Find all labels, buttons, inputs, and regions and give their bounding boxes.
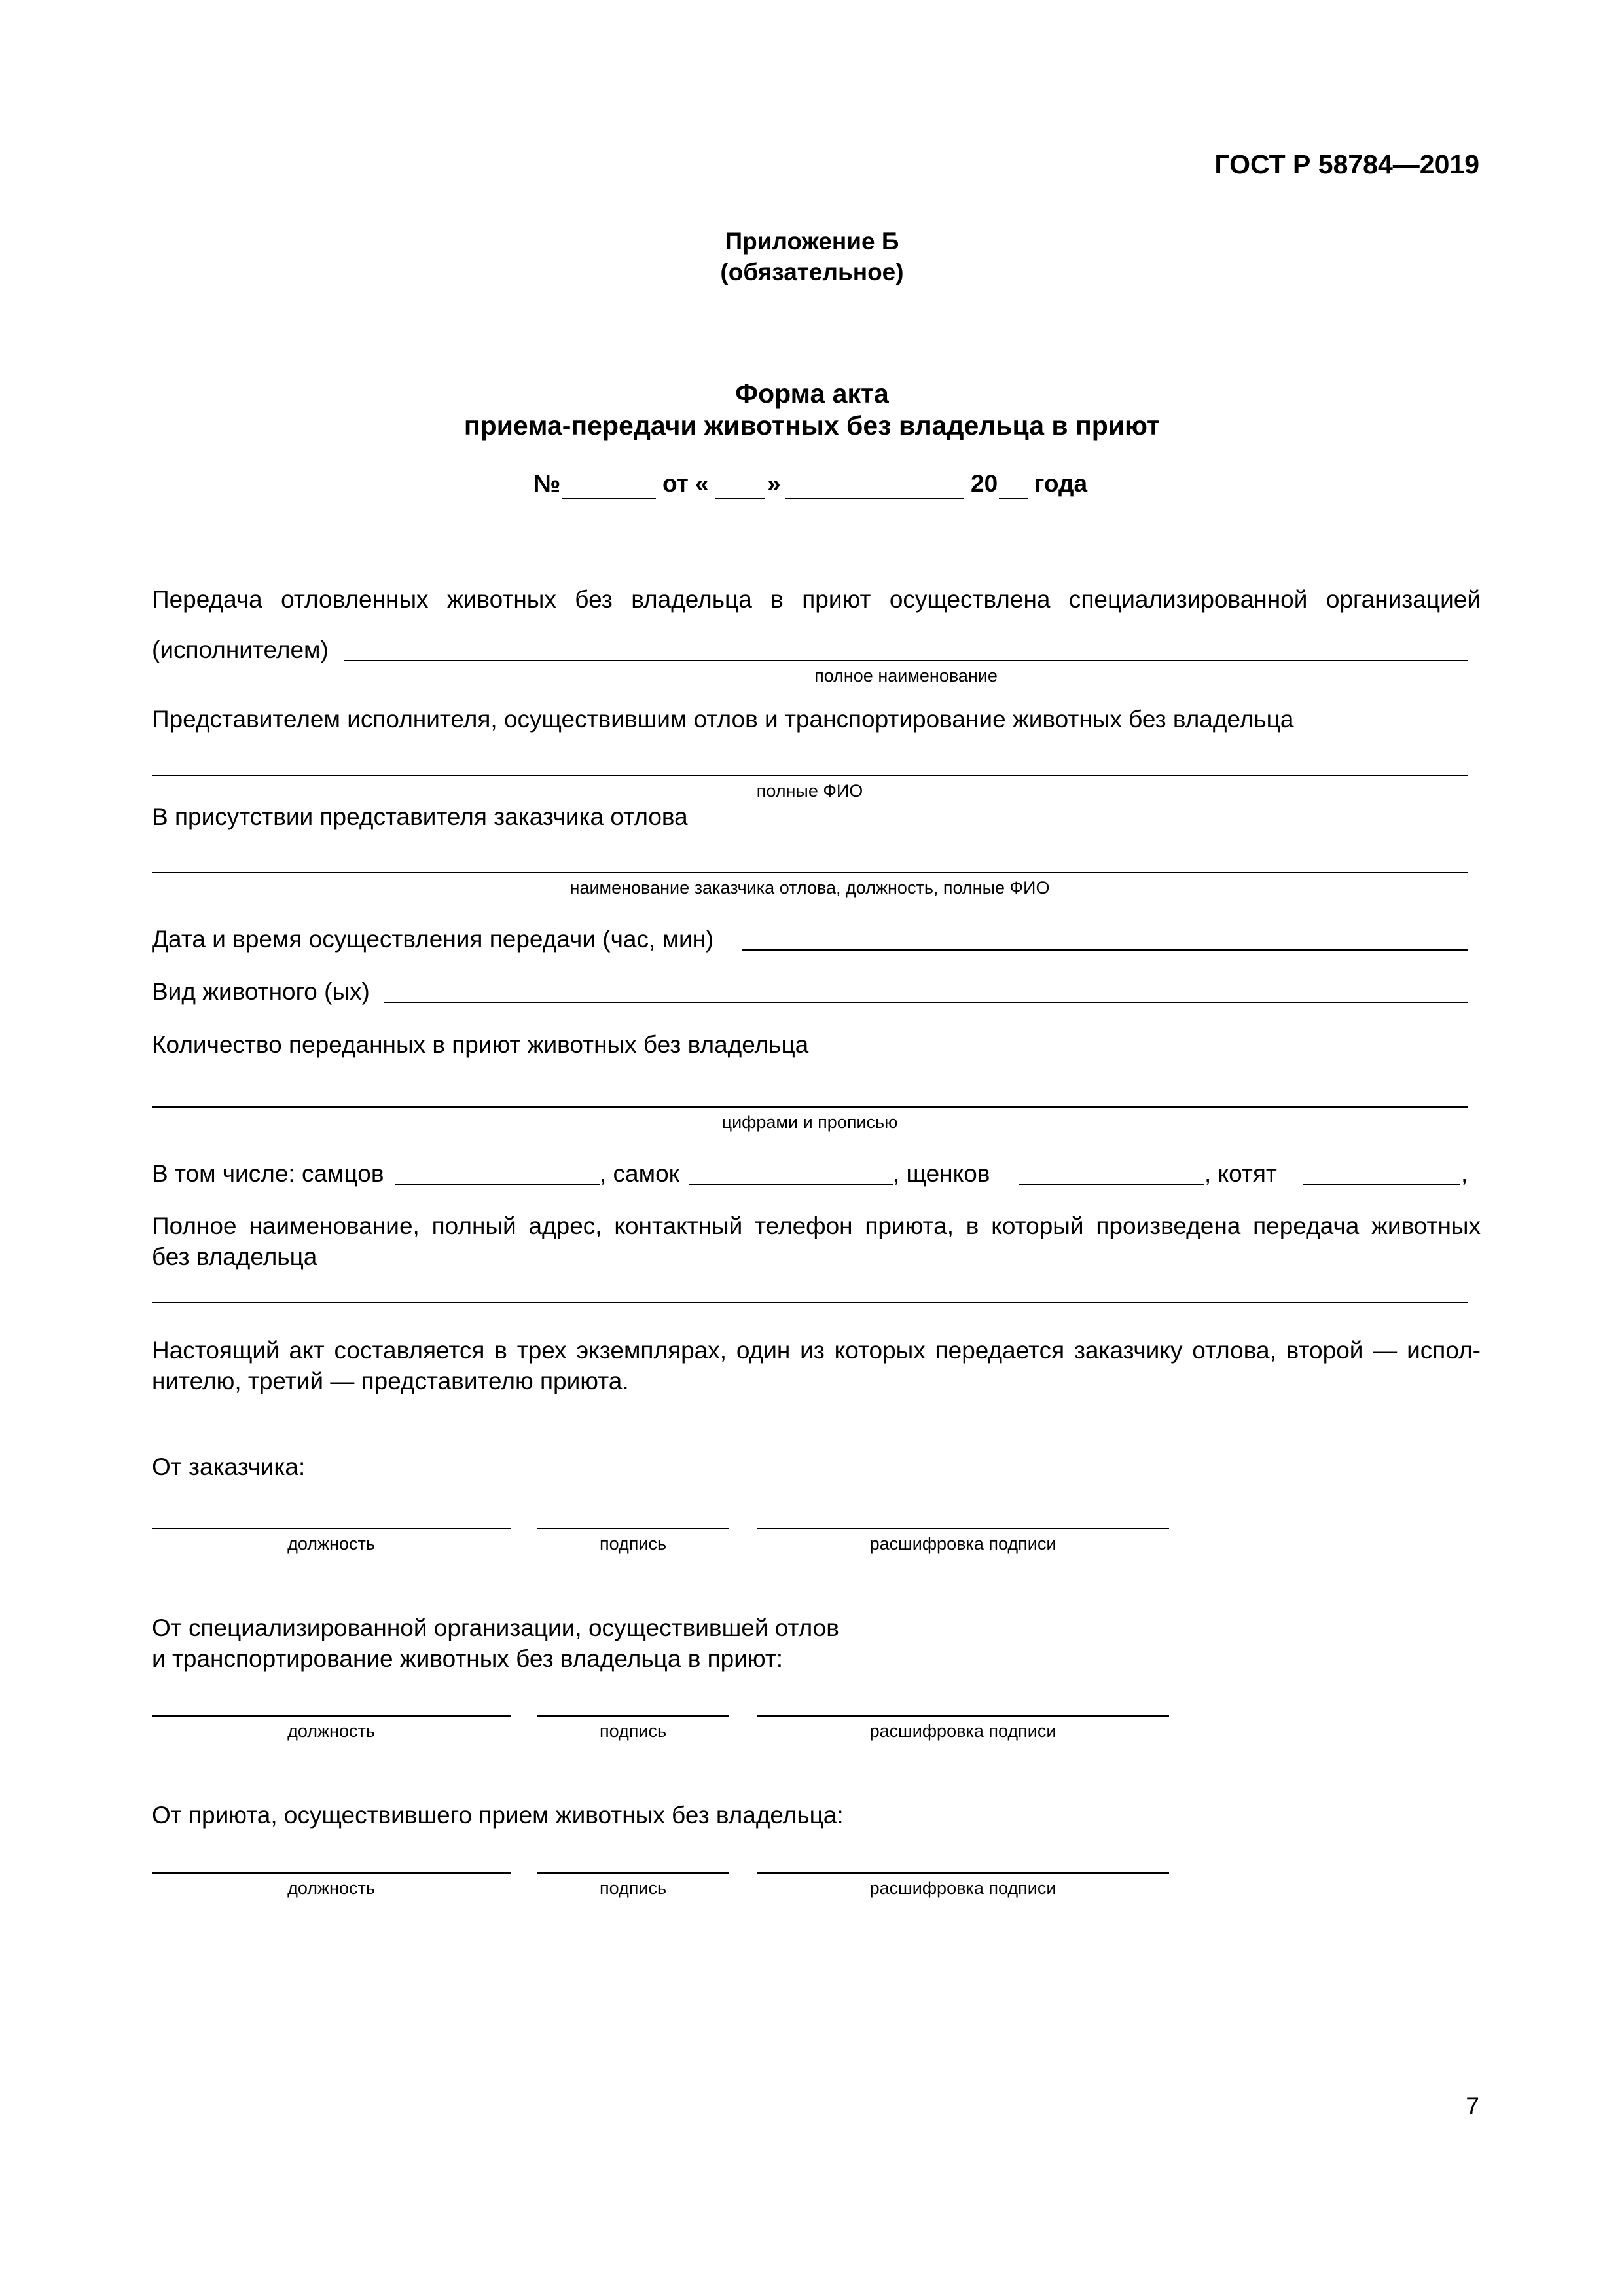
representative-field[interactable] (152, 775, 1468, 776)
number-blank[interactable] (562, 498, 656, 499)
datetime-field[interactable] (742, 949, 1468, 951)
position-caption: должность (287, 1721, 375, 1741)
decoding-caption: расшифровка подписи (869, 1534, 1056, 1554)
shelter-info-line2: без владельца (152, 1243, 317, 1270)
kittens-field[interactable] (1303, 1184, 1460, 1185)
transfer-org-text: Передача отловленных животных без владельца в приют осуществлена специализированной организацией (152, 586, 1481, 613)
signature-caption: подпись (599, 1721, 667, 1741)
representative-caption: полные ФИО (756, 781, 863, 801)
year-blank[interactable] (999, 498, 1028, 499)
females-label: , самок (600, 1160, 679, 1187)
position-caption: должность (287, 1534, 375, 1554)
copies-note-line2: нителю, третий — представителю приюта. (152, 1368, 629, 1394)
males-field[interactable] (395, 1184, 600, 1185)
females-field[interactable] (689, 1184, 893, 1185)
year-prefix: 20 (971, 470, 998, 497)
shelter-info-line1: Полное наименование, полный адрес, контактный телефон приюта, в который произведена передача животных (152, 1212, 1481, 1239)
executor-label: (исполнителем) (152, 636, 329, 663)
trailing-comma: , (1461, 1160, 1468, 1187)
appendix-type: (обязательное) (720, 259, 904, 285)
number-prefix: № (533, 470, 561, 497)
customer-field[interactable] (152, 872, 1468, 873)
decoding-caption: расшифровка подписи (869, 1721, 1056, 1741)
position-field[interactable] (152, 1872, 511, 1874)
including-males-label: В том числе: самцов (152, 1160, 384, 1187)
decoding-field[interactable] (757, 1528, 1169, 1529)
customer-caption: наименование заказчика отлова, должность, полные ФИО (569, 878, 1050, 898)
decoding-field[interactable] (757, 1872, 1169, 1874)
standard-number: ГОСТ Р 58784—2019 (1214, 149, 1479, 179)
signature-field[interactable] (537, 1715, 729, 1717)
month-blank[interactable] (785, 498, 964, 499)
year-suffix: года (1034, 470, 1088, 497)
executor-caption: полное наименование (814, 666, 998, 685)
form-title-line2: приема-передачи животных без владельца в приют (463, 410, 1161, 441)
position-field[interactable] (152, 1715, 511, 1717)
quantity-caption: цифрами и прописью (721, 1112, 898, 1132)
shelter-info-field[interactable] (152, 1302, 1468, 1303)
signature-field[interactable] (537, 1528, 729, 1529)
decoding-field[interactable] (757, 1715, 1169, 1717)
puppies-field[interactable] (1019, 1184, 1204, 1185)
page-number: 7 (1466, 2092, 1479, 2119)
position-caption: должность (287, 1878, 375, 1898)
signature-caption: подпись (599, 1878, 667, 1898)
signature-heading: От заказчика: (152, 1453, 306, 1480)
kittens-label: , котят (1204, 1160, 1277, 1187)
signature-field[interactable] (537, 1872, 729, 1874)
form-title-line1: Форма акта (735, 378, 889, 409)
puppies-label: , щенков (893, 1160, 990, 1187)
signature-caption: подпись (599, 1534, 667, 1554)
quantity-label: Количество переданных в приют животных без владельца (152, 1031, 809, 1058)
quote-close: » (767, 470, 781, 497)
species-label: Вид животного (ых) (152, 978, 370, 1005)
day-blank[interactable] (715, 498, 765, 499)
customer-presence-label: В присутствии представителя заказчика отлова (152, 803, 688, 830)
from-label: от « (662, 470, 709, 497)
position-field[interactable] (152, 1528, 511, 1529)
species-field[interactable] (384, 1002, 1468, 1003)
decoding-caption: расшифровка подписи (869, 1878, 1056, 1898)
signature-heading: От специализированной организации, осуществившей отлов (152, 1614, 839, 1641)
signature-heading-line2: и транспортирование животных без владельца в приют: (152, 1645, 784, 1672)
signature-heading: От приюта, осуществившего прием животных без владельца: (152, 1802, 844, 1829)
executor-field[interactable] (344, 660, 1468, 661)
copies-note-line1: Настоящий акт составляется в трех экземплярах, один из которых передается заказчику отлова, второй — испол- (152, 1337, 1481, 1364)
datetime-label: Дата и время осуществления передачи (час, мин) (152, 926, 714, 953)
representative-label: Представителем исполнителя, осуществившим отлов и транспортирование животных без владельца (152, 706, 1294, 733)
appendix-title: Приложение Б (725, 228, 899, 255)
quantity-field[interactable] (152, 1106, 1468, 1108)
